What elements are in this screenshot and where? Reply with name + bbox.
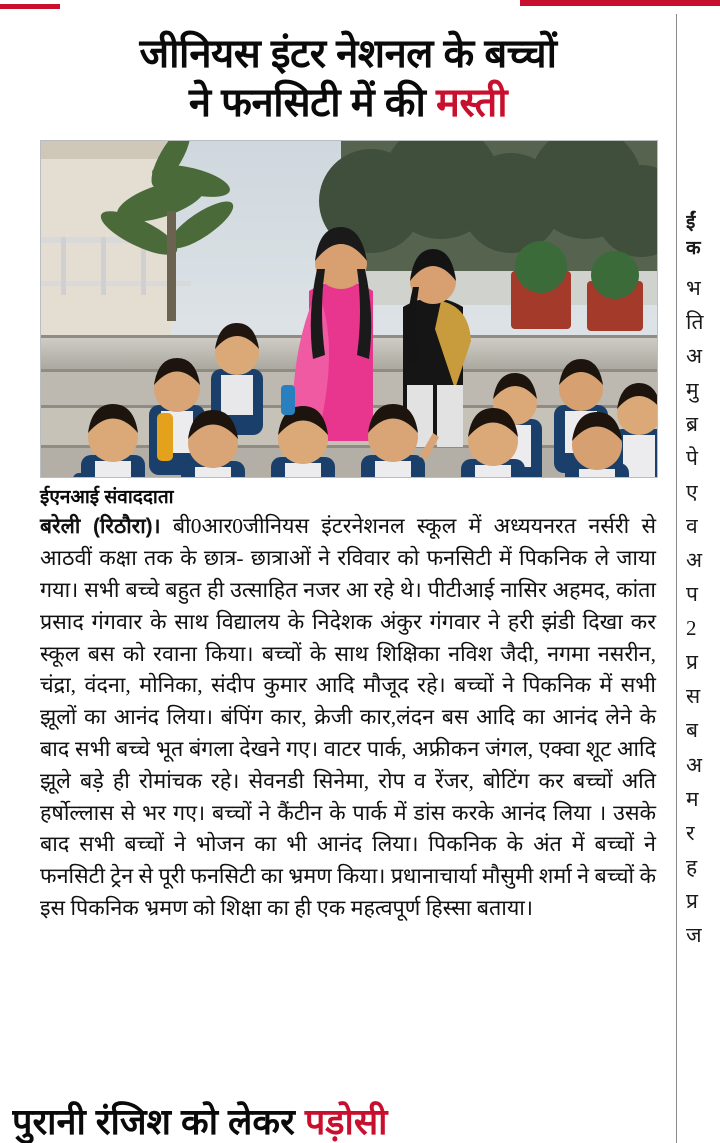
article-photo xyxy=(40,140,658,478)
rail-line: पे xyxy=(686,446,698,471)
rail-line: ति xyxy=(686,310,704,335)
top-rule-right xyxy=(520,0,720,6)
rail-line: ब xyxy=(686,718,698,743)
newspaper-page xyxy=(0,14,720,1143)
rail-heading-line-1: ईं xyxy=(686,212,696,233)
rail-line: 2 xyxy=(686,616,697,641)
rail-heading-line-2: क xyxy=(686,237,701,259)
top-rule-left xyxy=(0,4,60,9)
rail-line: अ xyxy=(686,344,703,369)
article-headline xyxy=(28,14,668,128)
rail-line: ज xyxy=(686,922,702,947)
headline-accent: मस्ती xyxy=(435,80,508,125)
teaser-accent: पड़ोसी xyxy=(304,1101,388,1142)
headline-line-2 xyxy=(28,79,668,128)
rail-line: म xyxy=(686,786,699,811)
teaser-plain: पुरानी रंजिश को लेकर xyxy=(12,1101,305,1142)
rail-line: ए xyxy=(686,480,698,505)
rail-heading xyxy=(686,210,720,261)
headline-line-1: जीनियस इंटर नेशनल के बच्चों xyxy=(139,32,557,76)
right-rail-column xyxy=(686,14,720,1143)
rail-line: स xyxy=(686,684,701,709)
rail-line: प्र xyxy=(686,888,698,913)
rail-body xyxy=(686,271,720,951)
rail-line: ब्र xyxy=(686,412,698,437)
rail-line: ह xyxy=(686,854,698,879)
rail-line: अ xyxy=(686,752,703,777)
dateline: बरेली (रिठौरा)। xyxy=(40,515,161,539)
headline-line-2-plain: ने फनसिटी में की xyxy=(188,80,436,125)
rail-line: व xyxy=(686,514,698,539)
rail-line: प्र xyxy=(686,650,698,675)
top-rule-area xyxy=(0,0,720,14)
rail-line: प xyxy=(686,582,698,607)
column-divider xyxy=(676,14,677,1143)
rail-line: भ xyxy=(686,276,701,301)
next-article-teaser[interactable] xyxy=(12,1100,628,1143)
rail-line: अ xyxy=(686,548,703,573)
main-column xyxy=(28,14,668,1143)
rail-line: मु xyxy=(686,378,699,403)
rail-line: र xyxy=(686,820,695,845)
article-text: बी0आर0जीनियस इंटरनेशनल स्कूल में अध्ययनरत नर्सरी से आठवीं कक्षा तक के छात्र- छात्राओं ने रविवार को फनसिटी में पिकनिक ले जाया गया। सभी बच्चे बहुत ही उत्साहित नजर आ रहे थे। पीटीआई नासिर अहमद, कांता प्रसाद गंगवार के साथ विद्यालय के निदेशक अंकुर गंगवार ने हरी झंडी दिखा कर स्कूल बस को रवाना किया। बच्चों के साथ शिक्षिका नविश जैदी, नगमा नसरीन, चंद्रा, वंदना, मोनिका, संदीप कुमार आदि मौजूद रहे। बच्चों ने पिकनिक में सभी झूलों का आनंद लिया। बंपिंग कार, क्रेजी कार,लंदन बस आदि का आनंद लेने के बाद सभी बच्चे भूत बंगला देखने गए। वाटर पार्क, अफ्रीकन जंगल, एक्वा शूट आदि झूले बड़े ही रोमांचक रहे। सेवनडी सिनेमा, रोप व रेंजर, बोटिंग कर बच्चों अति हर्षोल्लास से भर गए। बच्चों ने कैंटीन के पार्क में डांस करके आनंद लिया । उसके बाद सभी बच्चों ने भोजन का भी आनंद लिया। पिकनिक के अंत में बच्चों ने फनसिटी ट्रेन से पूरी फनसिटी का भ्रमण किया। प्रधानाचार्या मौसुमी शर्मा ने बच्चों के इस पिकनिक भ्रमण को शिक्षा का ही एक महत्वपूर्ण हिस्सा बताया। xyxy=(40,514,656,921)
byline: ईएनआई संवाददाता xyxy=(40,486,174,508)
photo-illustration xyxy=(41,141,657,477)
article-paragraph xyxy=(40,511,656,925)
article-body xyxy=(40,511,656,925)
